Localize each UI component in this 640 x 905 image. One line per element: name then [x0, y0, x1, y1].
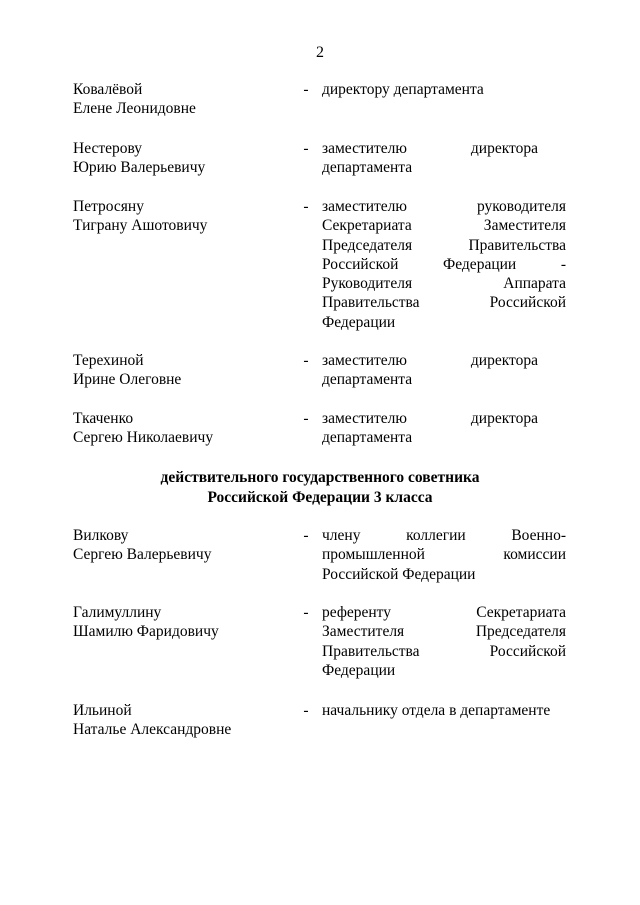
surname: Галимуллину: [73, 604, 162, 621]
surname: Ковалёвой: [73, 81, 143, 98]
given-names: Елене Леонидовне: [73, 100, 196, 118]
person-name: [73, 603, 293, 642]
position-title: члену коллегии Военно-промышленной комиссии Российской Федерации: [322, 527, 566, 583]
dash-separator: -: [303, 140, 309, 157]
position-title: заместителю директора департамента: [322, 410, 538, 447]
rank-heading-line1: действительного государственного советника: [160, 469, 480, 486]
position-title: начальнику отдела в департаменте: [322, 702, 551, 719]
person-name: [73, 139, 293, 178]
page-number: 2: [316, 44, 324, 61]
position-title: заместителю директора департамента: [322, 352, 538, 389]
dash-separator: -: [303, 198, 309, 215]
position-title: директору департамента: [322, 81, 484, 98]
dash-separator: -: [303, 81, 309, 98]
given-names: Ирине Олеговне: [73, 371, 182, 389]
given-names: Юрию Валерьевичу: [73, 159, 206, 177]
dash-separator: -: [303, 702, 309, 719]
dash-separator: -: [303, 352, 309, 369]
given-names: Сергею Николаевичу: [73, 429, 214, 447]
position-title: заместителю руководителя Секретариата Заместителя Председателя Правительства Российской Федерации - Руководителя Аппарата Правительства Российской Федерации: [322, 198, 566, 331]
rank-heading-line2: Российской Федерации 3 класса: [207, 488, 433, 506]
person-name: [73, 409, 293, 448]
person-name: [73, 80, 293, 119]
position-title: референту Секретариата Заместителя Председателя Правительства Российской Федерации: [322, 604, 566, 679]
given-names: Шамилю Фаридовичу: [73, 623, 219, 641]
surname: Ткаченко: [73, 410, 134, 427]
position-title: заместителю директора департамента: [322, 140, 538, 177]
surname: Терехиной: [73, 352, 144, 369]
person-name: [73, 526, 293, 565]
given-names: Тиграну Ашотовичу: [73, 217, 208, 235]
person-name: [73, 197, 293, 236]
person-name: [73, 701, 293, 740]
surname: Ильиной: [73, 702, 132, 719]
given-names: Сергею Валерьевичу: [73, 546, 212, 564]
dash-separator: -: [303, 527, 309, 544]
surname: Вилкову: [73, 527, 129, 544]
surname: Петросяну: [73, 198, 144, 215]
dash-separator: -: [303, 410, 309, 427]
dash-separator: -: [303, 604, 309, 621]
person-name: [73, 351, 293, 390]
given-names: Наталье Александровне: [73, 721, 232, 739]
surname: Нестерову: [73, 140, 143, 157]
rank-section-heading: [0, 468, 640, 507]
